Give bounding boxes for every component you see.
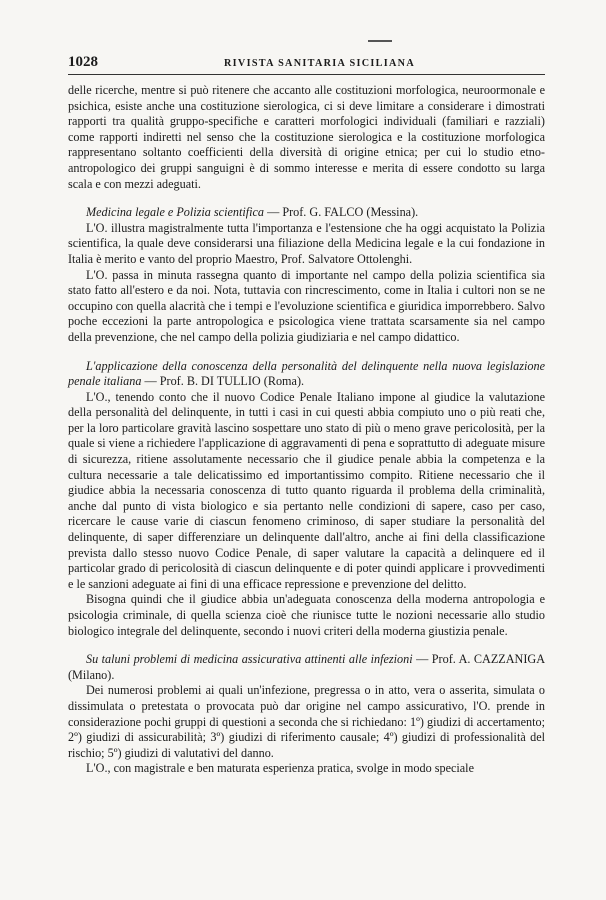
journal-title: RIVISTA SANITARIA SICILIANA xyxy=(224,58,415,69)
article-body xyxy=(68,83,545,777)
paragraph: L'O. passa in minuta rassegna quanto di importante nel campo della polizia scientifica sia stato fatto all'estero e da noi. Nota, tuttavia con rincrescimento, come in Italia i cultori non se ne occupino con quella alacrità che i tempi e l'evoluzione scientifica e giuridica imporrebbero. Salvo poche eccezioni la parte antropologica e psicologica viene trattata scarsamente sia nel campo della prevenzione, che nel campo della polizia giudiziaria e nel campo didattico. xyxy=(68,267,545,344)
section-falco xyxy=(68,205,545,345)
section-di-tullio xyxy=(68,359,545,640)
paragraph: Bisogna quindi che il giudice abbia un'adeguata conoscenza della moderna antropologia e psicologia criminale, di quella scienza cioè che riunisce tutte le nozioni necessarie allo studio biologico integrale del delinquente, secondo i nuovi criteri della moderna giustizia penale. xyxy=(68,592,545,638)
paragraph: Dei numerosi problemi ai quali un'infezione, pregressa o in atto, vera o asserita, simulata o dissimulata o pretestata o provocata può dar origine nel campo assicurativo, l'O. prende in considerazione pochi gruppi di questioni a seconda che si richiedano: 1º) giudizi di accertamento; 2º) giudizi di assicurabilità; 3º) giudizi di riferimento causale; 4º) giudizi di professionalità del rischio; 5º) giudizi di valutativi del danno. xyxy=(68,683,545,760)
section-heading xyxy=(68,652,545,683)
header-rule xyxy=(68,74,545,75)
running-header xyxy=(68,54,548,71)
paragraph: L'O., con magistrale e ben maturata esperienza pratica, svolge in modo speciale xyxy=(86,761,474,776)
paragraph: L'O. illustra magistralmente tutta l'importanza e l'estensione che ha oggi acquistato la Polizia scientifica, la quale deve considerarsi una filiazione della Medicina legale e la cui fondazione in Italia è merito e vanto del proprio Maestro, Prof. Salvatore Ottolenghi. xyxy=(68,220,545,266)
section-heading xyxy=(68,205,545,221)
intro-paragraph: delle ricerche, mentre si può ritenere che accanto alle costituzioni morfologica, neuroormonale e psichica, esiste anche una costituzione sierologica, ci si deve limitare a considerare i dimostrati rapporti tra qualità gruppo-specifiche e caratteri morfologici individuali (familiari e razziali) come rapporti indiretti nel senso che la costituzione sierologica e la costituzione morfologica rappresentano soltanto coefficienti della diversità di origine etnica; per cui lo studio etno-antropologico dei gruppi sanguigni è di sommo interesse e merita di essere condotto su larga scala e con mezzi adeguati. xyxy=(68,83,545,191)
section-title: L'applicazione della conoscenza della personalità del delinquente nella nuova legislazione penale italiana xyxy=(68,358,545,389)
section-author: — Prof. B. DI TULLIO (Roma). xyxy=(144,374,305,389)
section-title: Su taluni problemi di medicina assicurativa attinenti alle infezioni xyxy=(86,652,413,667)
section-author: — Prof. G. FALCO (Messina). xyxy=(267,205,419,220)
paragraph: L'O., tenendo conto che il nuovo Codice Penale Italiano impone al giudice la valutazione della personalità del delinquente, in tutti i casi in cui questi abbia compiuto uno o più reati che, per la loro particolare gravità lascino sospettare uno stato di più o meno grave pericolosità, per la quale si viene a richiedere l'applicazione di aggravamenti di pena e soprattutto di adeguate misure di sicurezza, ritiene assolutamente necessario che il giudice penale abbia la competenza e la cultura necessarie a tale delicatissimo ed importantissimo compito. Ritiene necessario che il giudice abbia la necessaria conoscenza di tutto quanto riguarda il problema della criminalità, anche dal punto di vista biologico e sia pertanto nelle condizioni di sapere, caso per caso, ricercare le cause varie di ciascun fenomeno criminoso, di saper studiare la personalità del delinquente, di saper differenziare un delinquente dall'altro, anche ai fini della classificazione prevista dallo stesso nuovo Codice Penale, di saper valutare la capacità a delinquere ed il particolar grado di pericolosità di ciascun delinquente e di poter quindi applicare i provvedimenti e le sanzioni adeguate ai fini di una efficace repressione e prevenzione del delitto. xyxy=(68,389,545,591)
printer-mark xyxy=(368,40,392,42)
section-title: Medicina legale e Polizia scientifica xyxy=(86,205,265,220)
section-heading xyxy=(68,359,545,390)
page-number: 1028 xyxy=(68,54,98,70)
section-author: — Prof. A. CAZZANIGA (Milano). xyxy=(68,652,546,682)
section-cazzaniga xyxy=(68,652,545,777)
